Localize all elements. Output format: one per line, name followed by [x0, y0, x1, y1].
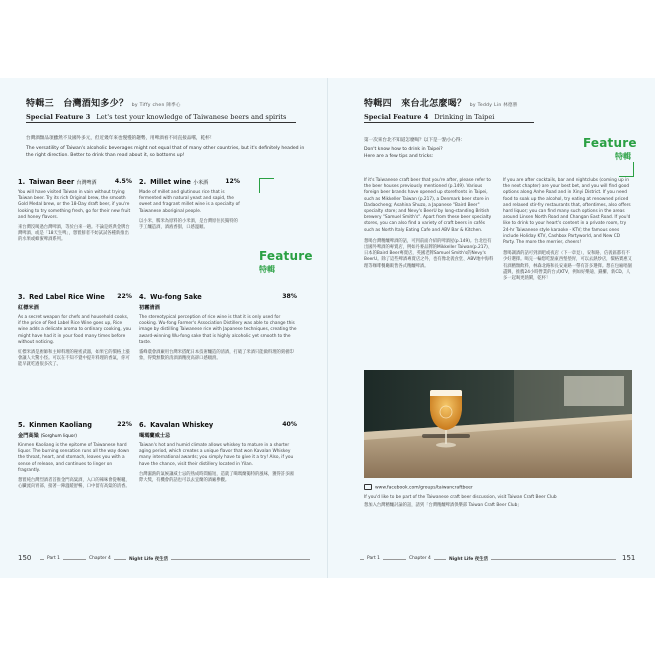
item-desc-zh: 來台灣沒喝過台灣啤酒，等於白來一趟。不論是經典金牌台灣啤酒、或是「18天生啤」，想嘗鮮者不妨試試各種新推出的水果或蜂蜜啤酒系列。 [18, 225, 130, 243]
item-number: 1. [18, 178, 26, 186]
drink-item-5 [18, 421, 132, 490]
item-cn: 紅標米酒 [18, 305, 39, 311]
item-name: Kavalan Whiskey [150, 421, 214, 429]
item-desc-zh: 想嘗純台灣烈酒者首推金門高粱酒，入口的辣味會從喉嚨、心臟流向胃部，接著一陣溫暖舒暢，口中留有高粱的清香。 [18, 478, 130, 490]
feature-corner-mark [259, 178, 274, 193]
item-desc-en: Taiwan's hot and humid climate allows whiskey to mature in a shorter aging period, which creates a unique flavor that won Kavalan Whiskey many international awards; you simply have to give it a try! Also, if you have the chance, visit their distillery located in Yilan. [139, 443, 294, 467]
item-abv: 38% [282, 293, 297, 300]
drink-item-2 [139, 178, 240, 231]
item-desc-en: You will have visited Taiwan in vain without trying Taiwan beer. Try its rich Original brew, the smooth Gold Medal brew, or the 18-Day draft beer, if you're looking to try something fresh, go for their new fruit and honey flavors. [18, 190, 131, 220]
page-number: 150 [18, 554, 32, 562]
left-header-cn: 特輯三 台灣酒知多少？ [26, 99, 129, 109]
right-footer [328, 552, 655, 566]
beer-glass-photo [364, 370, 632, 478]
left-intro-en: The versatility of Taiwan's alcoholic beverages might not equal that of many other countries, but it's definitely headed in the right direction. Better to drink than read about it, so bottoms up! [26, 146, 305, 158]
col1-zh: 想喝台灣精釀啤酒的話，可到前面介紹的啤酒屋(p.149)。台北也有出國外啤酒的專賣店，例如丹麥品牌的Mikkeller Taiwan(p.217)、日本的Baird Beer專賣店，英國老牌Samuel Smith's的Nevy's BeerU。除了這些啤酒專賣店之外，也有像北義食堂、ABV地中海料理等咖啡餐廳販售各式精釀啤酒。 [364, 238, 494, 269]
feature-corner-mark [619, 162, 634, 177]
right-page [328, 78, 655, 578]
feature-cn: 特輯 [615, 152, 631, 161]
book-spread [0, 78, 655, 578]
right-col-1 [364, 178, 494, 270]
item-cn: 金門高粱 [18, 433, 39, 439]
footer-section: Night Life 夜生活 [446, 556, 491, 562]
footer-rule [40, 559, 310, 560]
left-feature-label [259, 249, 313, 275]
item-abv: 22% [117, 293, 132, 300]
right-intro-cn: 第一次來台北不知道怎麼喝？以下是一點小心得： [364, 138, 466, 143]
left-footer [0, 552, 327, 566]
item-cn-inline: 小米酒 [193, 180, 209, 186]
item-abv: 22% [117, 421, 132, 428]
item-cn-inline: 台灣啤酒 [76, 180, 97, 186]
item-desc-en: The stereotypical perception of rice wine is that it is only used for cooking. Wu-fong Farmer's Association Distillery was able to change this image by distilling Taiwanese rice with Japanese techniques, creating the award-winning Wu-fong sake that is highly alcoholic yet smooth to the taste. [139, 315, 297, 345]
facebook-link-icon [364, 484, 372, 490]
left-page [0, 78, 327, 578]
item-desc-zh: 以小米、糯米為原料的小米酒，是台灣原住民獨特的手工釀造酒，酒液香甜，口感溫順。 [139, 218, 238, 231]
item-number: 5. [18, 421, 26, 429]
right-header [364, 96, 634, 121]
item-abv: 4.5% [114, 178, 132, 185]
left-header-rule [26, 122, 296, 123]
item-desc-zh: 霧峰農會酒廠用台灣米搭配日本技術釀造的清酒，打破了米酒只能做料理的刻板印象，得獎無數的清酒酒精度高卻口感順滑。 [139, 350, 294, 362]
feature-cn: 特輯 [259, 265, 275, 274]
footer-chapter: Chapter 4 [406, 556, 434, 561]
drink-item-4 [139, 293, 297, 362]
caption-en: If you'd like to be part of the Taiwanese craft beer discussion, visit Taiwan Craft Beer Club [364, 494, 557, 500]
item-number: 4. [139, 293, 147, 301]
left-intro [26, 135, 311, 159]
col1-en: If it's Taiwanese craft beer that you're after, please refer to the beer houses previously mentioned (p.149). Various foreign beer brands have opened up storefronts in Taipei, such as Mikkeller Taiwan (p.217), a Denmark beer store in Dadaocheng; Asahina Shuzo, a Japanese "Baird Beer" specialty store; and Nevy's BeerU by long-standing British brewery "Samuel Smith's". Apart from these beer specialty stores, you can also find a variety of craft beers in cafés such as North Italy Eating Cafe and ABV Bar & Kitchen. [364, 178, 492, 233]
drink-item-6 [139, 421, 297, 484]
item-abv: 40% [282, 421, 297, 428]
beer-glass-illustration [364, 370, 632, 478]
left-header-en-num: Special Feature 3 [26, 113, 91, 121]
item-name: Red Label Rice Wine [29, 293, 105, 301]
right-header-en-num: Special Feature 4 [364, 113, 429, 121]
item-cn-note: (Sorghum liquor) [40, 434, 77, 439]
item-desc-zh: 紅標米酒是廚師和主婦料理的秘密武器，如果它的價格上漲會讓人大驚小怪。可以在不知不覺中提升料理的香氣，你可能早就吃過很多次了。 [18, 350, 130, 368]
item-cn: 噶瑪蘭威士忌 [139, 433, 171, 439]
left-header-en-sub: Let's test your knowledge of Taiwanese beers and spirits [96, 113, 287, 121]
item-desc-en: As a secret weapon for chefs and household cooks, if the price of Red Label Rice Wine goes up, Rice wine adds a delicate aroma to ordinary cooking, you might have had it in your food many times before without noticing. [18, 315, 132, 345]
item-name: Taiwan Beer [29, 178, 75, 186]
right-feature-label [583, 136, 637, 162]
right-header-rule [364, 122, 534, 123]
feature-en: Feature [259, 249, 313, 263]
footer-part: Part 1 [364, 556, 383, 561]
item-name: Millet wine [150, 178, 191, 186]
right-col-2 [503, 178, 633, 282]
item-abv: 12% [225, 178, 240, 185]
photo-caption [364, 484, 632, 509]
drink-item-1 [18, 178, 132, 244]
item-number: 3. [18, 293, 26, 301]
left-header-byline: by Tiffy chen 陳季心 [131, 103, 181, 108]
feature-en: Feature [583, 136, 637, 150]
item-desc-zh: 台灣濕熱的氣候讓威士忌的熟成時間縮短，造就了噶瑪蘭獨特的風味，獲得許多國際大獎，有機會的話也可以去宜蘭的酒廠參觀。 [139, 471, 294, 484]
right-header-byline: by Teddy Lin 林德勝 [469, 103, 518, 108]
footer-section: Night Life 夜生活 [126, 556, 171, 562]
right-intro [364, 137, 534, 160]
left-header [26, 96, 316, 121]
page-number: 151 [622, 554, 636, 562]
col2-zh: 想喝調酒的話可到酒吧或夜店（下一章見），安和路、信義區都有不少好選擇。喝完一輪想吃點東西墊墊胃，可以去熱炒店，價格實惠又有酒精類飲料，林森北路和長安東路一帶有許多選擇。想在包廂唱個盡興，推薦24小時營業的台式KTV，例如好樂迪、錢櫃、新CD。人多一起喝更熱鬧，乾杯！ [503, 251, 632, 282]
item-desc-en: Made of millet and glutinous rice that is fermented with natural yeast and sapid, the sweet and fragrant millet wine is a specialty of Taiwanese aboriginal people. [139, 190, 240, 214]
item-number: 2. [139, 178, 147, 186]
left-intro-cn: 台灣酒類品項雖然不及國外多元，但近幾年來也慢慢的趨勢，用啤酒看不同直接品嚐，乾杯！ [26, 136, 215, 141]
footer-chapter: Chapter 4 [86, 556, 114, 561]
caption-link[interactable]: www.facebook.com/groups/taiwancraftbeer [375, 485, 473, 491]
item-number: 6. [139, 421, 147, 429]
footer-part: Part 1 [44, 556, 63, 561]
right-intro-en: Don't know how to drink in Taipei? Here are a few tips and tricks: [364, 147, 443, 159]
item-name: Wu-fong Sake [150, 293, 202, 301]
drink-item-3 [18, 293, 132, 369]
right-header-cn: 特輯四 來台北怎麼喝？ [364, 99, 467, 109]
item-name: Kinmen Kaoliang [29, 421, 92, 429]
item-desc-en: Kinmen Kaoliang is the epitome of Taiwanese hard liquor. The burning sensation runs all the way down the throat, heart, and stomach, leaves you with a sense of release, and continues to linger on fragrantly. [18, 443, 130, 473]
item-cn: 初霧清酒 [139, 305, 160, 311]
col2-en: If you are after cocktails, bar and nightclubs (coming up in the next chapter) are your best bet, and you will find good options along Anhe Road and in Xinyi District. If you need food to soak up the alcohol, try eating at renowned priced and relaxed stir-fry restaurants that, oftentimes, also offers hard liquor; you can find many such options in the areas around Linsen North Road and Changan East Road. If you'd like to drink to your heart's content in a private room, try 24-hr Taiwanese style karaoke - KTV; the famous ones include Holiday KTV, Cashbox Partyworld, and New CD Party. The more the merrier, cheers! [503, 178, 631, 246]
right-header-en-sub: Drinking in Taipei [434, 113, 495, 121]
caption-zh: 想加入台灣精釀討論的話，請到「台灣精釀啤酒俱樂部 Taiwan Craft Beer Club」 [364, 502, 522, 508]
